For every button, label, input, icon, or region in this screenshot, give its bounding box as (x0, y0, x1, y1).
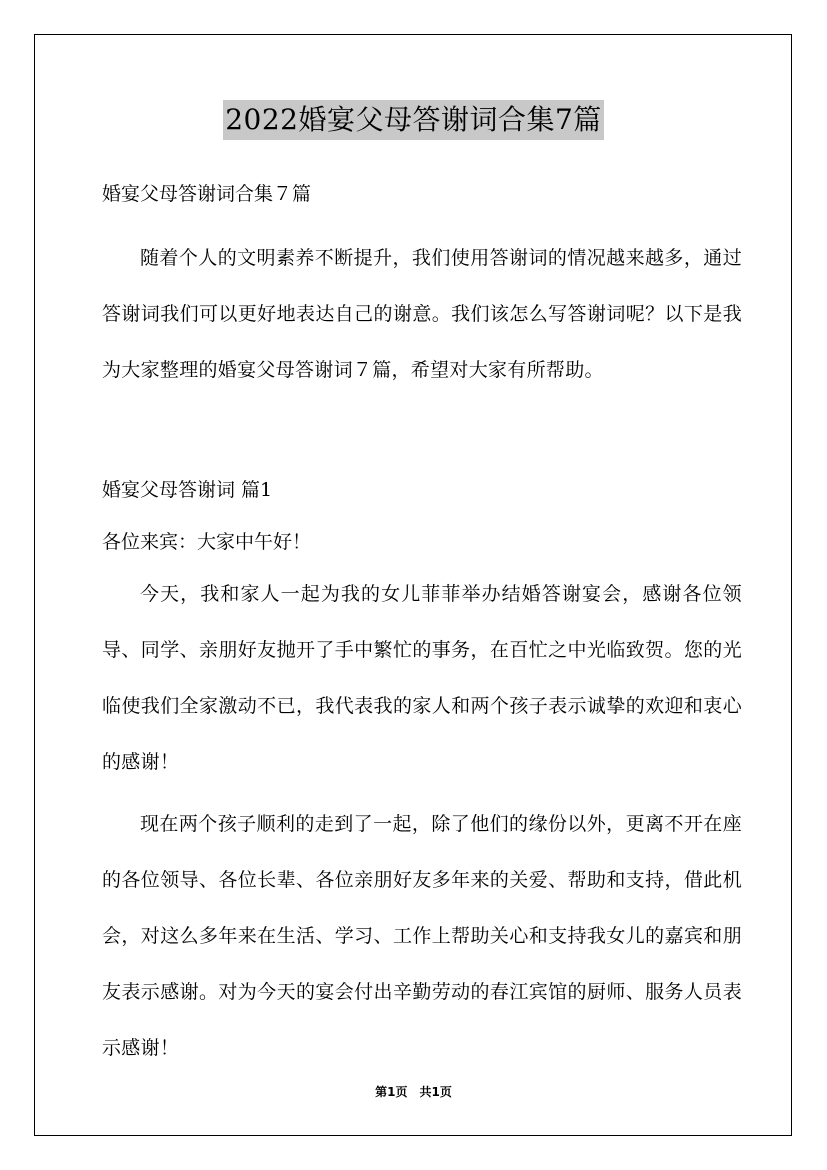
intro-paragraph: 随着个人的文明素养不断提升，我们使用答谢词的情况越来越多，通过答谢词我们可以更好地表达自己的谢意。我们该怎么写答谢词呢？以下是我为大家整理的婚宴父母答谢词７篇，希望对大家有所帮助。 (102, 247, 742, 381)
document-title: 2022婚宴父母答谢词合集7篇 (223, 100, 604, 140)
greeting-line: 各位来宾：大家中午好！ (102, 531, 312, 553)
document-subtitle: 婚宴父母答谢词合集７篇 (102, 183, 312, 205)
document-body (102, 176, 742, 1076)
body-paragraph-1: 今天，我和家人一起为我的女儿菲菲举办结婚答谢宴会，感谢各位领导、同学、亲朋好友抛开了手中繁忙的事务，在百忙之中光临致贺。您的光临使我们全家激动不已，我代表我的家人和两个孩子表示诚挚的欢迎和衷心的感谢！ (102, 583, 742, 773)
section-heading: 婚宴父母答谢词 篇1 (102, 479, 273, 501)
body-paragraph-2: 现在两个孩子顺利的走到了一起，除了他们的缘份以外，更离不开在座的各位领导、各位长辈、各位亲朋好友多年来的关爱、帮助和支持，借此机会，对这么多年来在生活、学习、工作上帮助关心和支持我女儿的嘉宾和朋友表示感谢。对为今天的宴会付出辛勤劳动的春江宾馆的厨师、服务人员表示感谢！ (102, 813, 742, 1059)
title-container (0, 100, 827, 140)
page-footer: 第1页 共1页 (375, 1085, 452, 1099)
